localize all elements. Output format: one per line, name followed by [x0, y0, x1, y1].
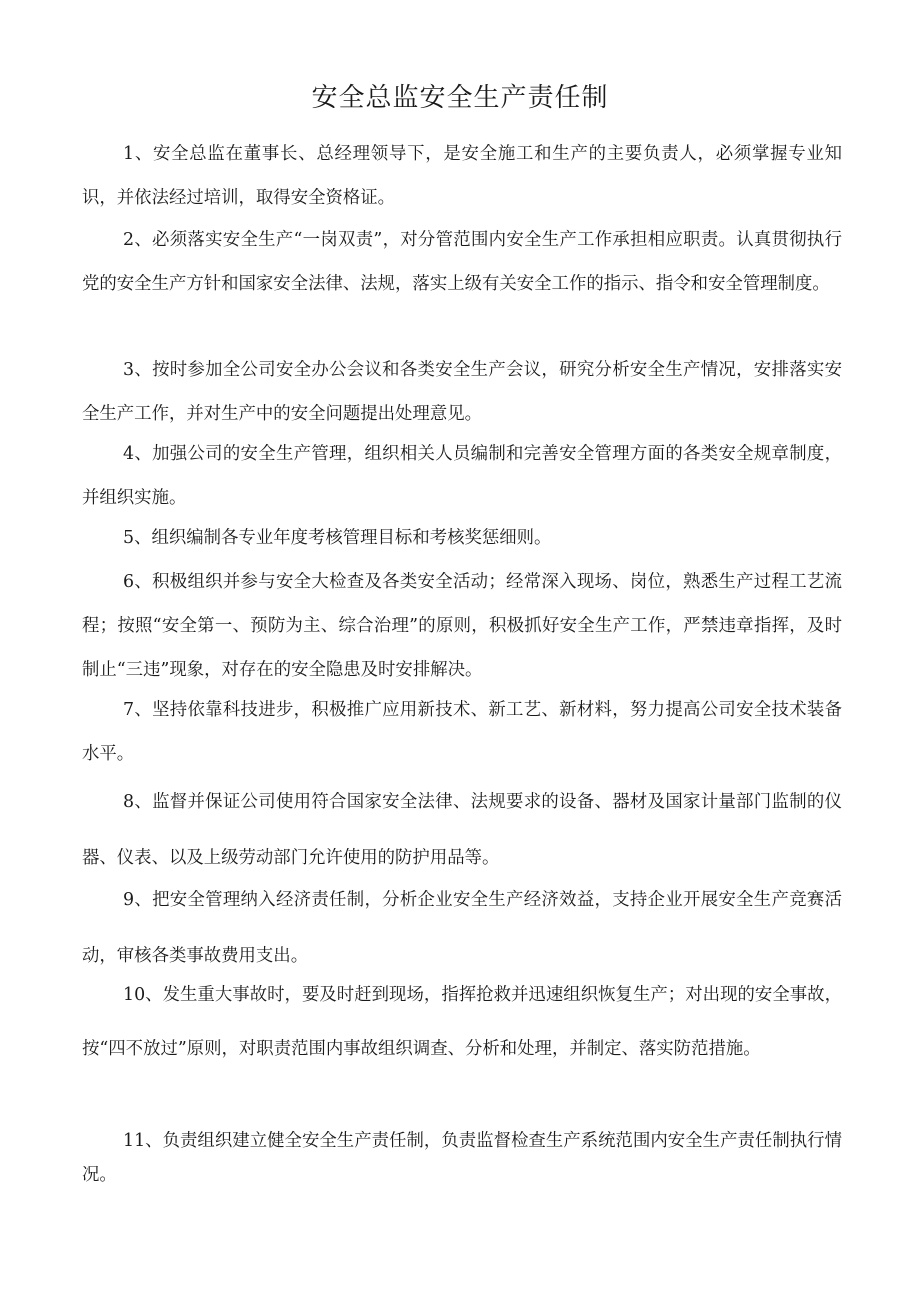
paragraph-6: 6、积极组织并参与安全大检查及各类安全活动；经常深入现场、岗位，熟悉生产过程工艺流程；按照“安全第一、预防为主、综合治理”的原则，积极抓好安全生产工作，严禁违章指挥，及时制止“三违”现象，对存在的安全隐患及时安排解决。	[82, 572, 842, 680]
paragraph-1: 1、安全总监在董事长、总经理领导下，是安全施工和生产的主要负责人，必须掌握专业知识，并依法经过培训，取得安全资格证。	[82, 144, 842, 208]
document-title: 安全总监安全生产责任制	[311, 83, 609, 113]
paragraph-8: 8、监督并保证公司使用符合国家安全法律、法规要求的设备、器材及国家计量部门监制的仪器、仪表、以及上级劳动部门允许使用的防护用品等。	[82, 792, 842, 868]
paragraph-10: 10、发生重大事故时，要及时赶到现场，指挥抢救并迅速组织恢复生产；对出现的安全事故，按“四不放过”原则，对职责范围内事故组织调查、分析和处理，并制定、落实防范措施。	[82, 985, 842, 1059]
paragraph-5: 5、组织编制各专业年度考核管理目标和考核奖惩细则。	[123, 528, 552, 548]
paragraph-11: 11、负责组织建立健全安全生产责任制，负责监督检查生产系统范围内安全生产责任制执行情况。	[82, 1131, 842, 1185]
paragraph-9: 9、把安全管理纳入经济责任制，分析企业安全生产经济效益，支持企业开展安全生产竞赛活动，审核各类事故费用支出。	[82, 890, 842, 966]
paragraph-4: 4、加强公司的安全生产管理，组织相关人员编制和完善安全管理方面的各类安全规章制度，并组织实施。	[82, 444, 842, 508]
paragraph-3: 3、按时参加全公司安全办公会议和各类安全生产会议，研究分析安全生产情况，安排落实安全生产工作，并对生产中的安全问题提出处理意见。	[82, 360, 842, 424]
paragraph-2: 2、必须落实安全生产“一岗双责”，对分管范围内安全生产工作承担相应职责。认真贯彻执行党的安全生产方针和国家安全法律、法规，落实上级有关安全工作的指示、指令和安全管理制度。	[82, 230, 842, 294]
paragraph-7: 7、坚持依靠科技进步，积极推广应用新技术、新工艺、新材料，努力提高公司安全技术装备水平。	[82, 700, 842, 764]
